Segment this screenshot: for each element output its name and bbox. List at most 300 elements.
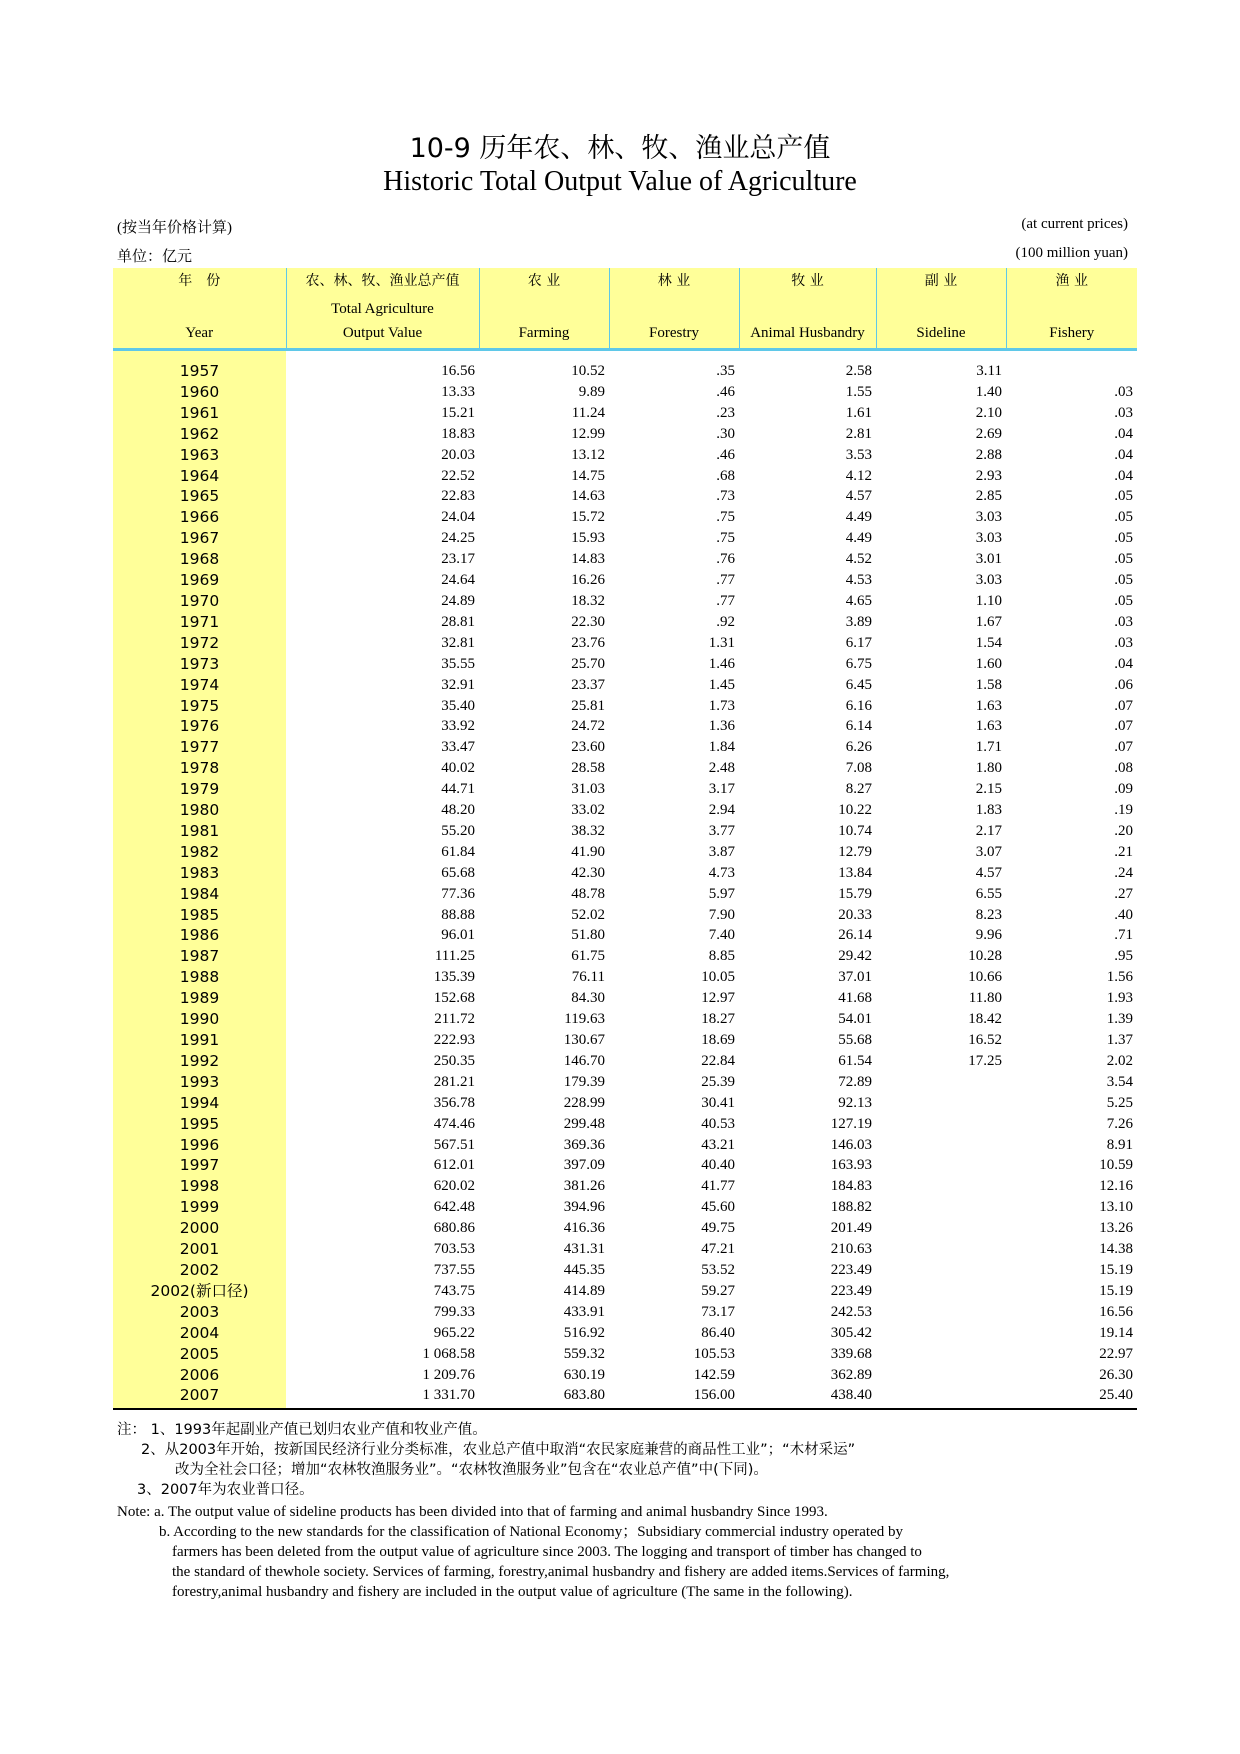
value-cell: 438.40 bbox=[739, 1385, 876, 1409]
value-cell: 28.58 bbox=[571, 760, 605, 777]
value-cell: 381.26 bbox=[563, 1178, 605, 1195]
value-cell: 35.40 bbox=[441, 697, 475, 714]
value-cell: 44.71 bbox=[441, 781, 475, 798]
value-cell bbox=[876, 1218, 1006, 1239]
value-cell: 6.45 bbox=[845, 676, 872, 693]
value-cell: 642.48 bbox=[433, 1199, 475, 1216]
year-cell: 2005 bbox=[113, 1344, 286, 1365]
table-row bbox=[113, 507, 1137, 528]
value-cell: 1.61 bbox=[845, 404, 872, 421]
table-row bbox=[113, 486, 1137, 507]
value-cell: 1.45 bbox=[708, 676, 735, 693]
year-cell: 1960 bbox=[113, 382, 286, 403]
table-row bbox=[113, 654, 1137, 675]
value-cell: 965.22 bbox=[433, 1324, 475, 1341]
value-cell: .04 bbox=[1114, 655, 1133, 672]
value-cell: 5.25 bbox=[1106, 1094, 1133, 1111]
table-row bbox=[113, 967, 1137, 988]
year-cell: 1994 bbox=[113, 1093, 286, 1114]
value-cell: 2.10 bbox=[975, 404, 1002, 421]
value-cell: 4.12 bbox=[845, 467, 872, 484]
year-cell: 1983 bbox=[113, 863, 286, 884]
value-cell: 3.77 bbox=[708, 822, 735, 839]
value-cell: 72.89 bbox=[838, 1073, 872, 1090]
header-cn: 牧 业 bbox=[791, 273, 824, 289]
value-cell: .95 bbox=[1114, 948, 1133, 965]
header-cn: 渔 业 bbox=[1055, 273, 1088, 289]
value-cell: 680.86 bbox=[433, 1220, 475, 1237]
value-cell: .06 bbox=[1114, 676, 1133, 693]
table-row bbox=[113, 1365, 1137, 1386]
year-cell: 1974 bbox=[113, 675, 286, 696]
header-en-line1 bbox=[113, 296, 286, 322]
header-en-line1 bbox=[877, 296, 1006, 322]
value-cell: 45.60 bbox=[701, 1199, 735, 1216]
table-title-en: Historic Total Output Value of Agriculture bbox=[383, 166, 857, 197]
value-cell: 1.93 bbox=[1106, 990, 1133, 1007]
table-row bbox=[113, 800, 1137, 821]
value-cell: 1.37 bbox=[1106, 1032, 1133, 1048]
value-cell: 630.19 bbox=[563, 1366, 605, 1383]
value-cell: 3.03 bbox=[975, 572, 1002, 589]
table-title-cn: 10-9 历年农、林、牧、渔业总产值 bbox=[409, 133, 831, 164]
year-cell: 1977 bbox=[113, 737, 286, 758]
value-cell: 13.10 bbox=[1099, 1199, 1133, 1216]
value-cell: 12.79 bbox=[838, 843, 872, 860]
value-cell: .08 bbox=[1114, 760, 1133, 777]
value-cell: 13.12 bbox=[571, 446, 605, 463]
value-cell: 40.02 bbox=[441, 760, 475, 777]
year-cell: 1986 bbox=[113, 925, 286, 946]
value-cell: 55.68 bbox=[838, 1032, 872, 1048]
header-animal-husbandry bbox=[739, 268, 876, 350]
year-cell: 2006 bbox=[113, 1365, 286, 1386]
value-cell: 3.07 bbox=[975, 843, 1002, 860]
value-cell: 15.93 bbox=[571, 530, 605, 547]
value-cell: 3.53 bbox=[845, 446, 872, 463]
value-cell bbox=[876, 1239, 1006, 1260]
value-cell: .05 bbox=[1114, 551, 1133, 568]
year-cell: 2004 bbox=[113, 1323, 286, 1344]
value-cell: .07 bbox=[1114, 697, 1133, 714]
value-cell: 1.73 bbox=[708, 697, 735, 714]
value-cell: 3.01 bbox=[975, 551, 1002, 568]
value-cell: 2.88 bbox=[975, 446, 1002, 463]
value-cell: 12.97 bbox=[701, 990, 735, 1007]
year-cell: 1989 bbox=[113, 988, 286, 1009]
year-cell: 1988 bbox=[113, 967, 286, 988]
value-cell: 414.89 bbox=[563, 1282, 605, 1299]
value-cell: 10.74 bbox=[838, 822, 872, 839]
value-cell: 146.03 bbox=[830, 1136, 872, 1153]
table-row bbox=[113, 1051, 1137, 1072]
table-row bbox=[113, 403, 1137, 424]
price-basis-en: (at current prices) bbox=[1021, 216, 1128, 232]
table-row bbox=[113, 424, 1137, 445]
header-en: Fishery bbox=[1049, 325, 1095, 341]
header-en: Year bbox=[185, 325, 214, 341]
table-row bbox=[113, 925, 1137, 946]
value-cell: .46 bbox=[716, 446, 735, 463]
year-cell: 1965 bbox=[113, 486, 286, 507]
value-cell: 305.42 bbox=[830, 1324, 872, 1341]
value-cell: 61.75 bbox=[571, 948, 605, 965]
year-cell: 2002 bbox=[113, 1260, 286, 1281]
table-row bbox=[113, 1030, 1137, 1051]
value-cell: 23.76 bbox=[571, 634, 605, 651]
table-row bbox=[113, 1302, 1137, 1323]
table-row bbox=[113, 905, 1137, 926]
value-cell: .27 bbox=[1114, 885, 1133, 902]
table-row bbox=[113, 1218, 1137, 1239]
year-cell: 1995 bbox=[113, 1114, 286, 1135]
note-cn-2-cont: 改为全社会口径；增加“农林牧渔服务业”。“农林牧渔服务业”包含在“农业总产值”中(下同)。 bbox=[175, 1462, 768, 1478]
value-cell: .21 bbox=[1114, 843, 1133, 860]
table-row bbox=[113, 528, 1137, 549]
value-cell: 2.48 bbox=[708, 760, 735, 777]
header-en: Forestry bbox=[649, 325, 699, 341]
value-cell: 1.71 bbox=[975, 739, 1002, 756]
value-cell: 88.88 bbox=[441, 906, 475, 923]
value-cell: 223.49 bbox=[830, 1282, 872, 1299]
value-cell: 369.36 bbox=[563, 1136, 605, 1153]
value-cell: 14.38 bbox=[1099, 1241, 1133, 1258]
year-cell: 2002(新口径) bbox=[113, 1281, 286, 1302]
table-row bbox=[113, 1093, 1137, 1114]
data-table bbox=[113, 268, 1137, 1410]
value-cell bbox=[876, 1344, 1006, 1365]
value-cell: 356.78 bbox=[433, 1094, 475, 1111]
header-cn: 农、林、牧、渔业总产值 bbox=[305, 273, 460, 289]
value-cell: 25.81 bbox=[571, 697, 605, 714]
value-cell: 54.01 bbox=[838, 1011, 872, 1028]
value-cell: 8.85 bbox=[708, 948, 735, 965]
value-cell: 9.89 bbox=[578, 383, 605, 400]
header-cn: 林 业 bbox=[657, 273, 691, 289]
table-row bbox=[113, 737, 1137, 758]
value-cell: 53.52 bbox=[701, 1261, 735, 1278]
value-cell: 1 068.58 bbox=[422, 1345, 475, 1362]
value-cell: 4.53 bbox=[845, 572, 872, 589]
value-cell: 73.17 bbox=[701, 1303, 735, 1320]
table-row bbox=[113, 591, 1137, 612]
value-cell: 130.67 bbox=[563, 1032, 605, 1048]
value-cell: 3.87 bbox=[708, 843, 735, 860]
table-row bbox=[113, 884, 1137, 905]
value-cell: 26.30 bbox=[1099, 1366, 1133, 1383]
table-row bbox=[113, 821, 1137, 842]
year-cell: 1963 bbox=[113, 445, 286, 466]
table-row bbox=[113, 350, 1137, 382]
value-cell: 1 331.70 bbox=[286, 1385, 479, 1409]
value-cell: 55.20 bbox=[441, 822, 475, 839]
note-cn-1: 注： 1、1993年起副业产值已划归农业产值和牧业产值。 bbox=[117, 1422, 487, 1438]
table-row bbox=[113, 1260, 1137, 1281]
value-cell: 77.36 bbox=[441, 885, 475, 902]
value-cell: 1.36 bbox=[708, 718, 735, 735]
header-cn: 农 业 bbox=[527, 273, 561, 289]
year-cell: 1969 bbox=[113, 570, 286, 591]
value-cell: 6.17 bbox=[845, 634, 872, 651]
value-cell bbox=[876, 1302, 1006, 1323]
header-fishery bbox=[1006, 268, 1137, 350]
year-cell: 1957 bbox=[113, 350, 286, 382]
value-cell: 14.63 bbox=[571, 488, 605, 505]
value-cell: 25.39 bbox=[701, 1073, 735, 1090]
value-cell: 1.31 bbox=[708, 634, 735, 651]
table-row bbox=[113, 1009, 1137, 1030]
value-cell: 23.17 bbox=[441, 551, 475, 568]
table-row bbox=[113, 716, 1137, 737]
value-cell: .75 bbox=[716, 530, 735, 547]
value-cell: 48.78 bbox=[571, 885, 605, 902]
value-cell: 612.01 bbox=[433, 1157, 475, 1174]
unit-cn: 单位：亿元 bbox=[117, 249, 193, 265]
value-cell: 3.89 bbox=[845, 613, 872, 630]
value-cell: 620.02 bbox=[433, 1178, 475, 1195]
value-cell: 135.39 bbox=[433, 969, 475, 986]
header-sideline bbox=[876, 268, 1006, 350]
value-cell: 362.89 bbox=[830, 1366, 872, 1383]
value-cell: 16.56 bbox=[441, 363, 475, 379]
year-cell: 1964 bbox=[113, 466, 286, 487]
value-cell bbox=[876, 1365, 1006, 1386]
value-cell: .19 bbox=[1114, 802, 1133, 819]
value-cell: 156.00 bbox=[609, 1385, 739, 1409]
value-cell: 59.27 bbox=[701, 1282, 735, 1299]
table-row bbox=[113, 1281, 1137, 1302]
value-cell: 2.69 bbox=[975, 425, 1002, 442]
year-cell: 1984 bbox=[113, 884, 286, 905]
value-cell: 445.35 bbox=[563, 1261, 605, 1278]
header-year bbox=[113, 268, 286, 350]
value-cell: 2.81 bbox=[845, 425, 872, 442]
value-cell: 683.80 bbox=[479, 1385, 609, 1409]
value-cell: .73 bbox=[716, 488, 735, 505]
value-cell: 23.37 bbox=[571, 676, 605, 693]
value-cell: 299.48 bbox=[563, 1115, 605, 1132]
value-cell: 431.31 bbox=[563, 1241, 605, 1258]
value-cell: 18.69 bbox=[701, 1032, 735, 1048]
value-cell: 516.92 bbox=[563, 1324, 605, 1341]
value-cell: 7.40 bbox=[708, 927, 735, 944]
header-en-line1 bbox=[1007, 296, 1138, 322]
value-cell: 14.83 bbox=[571, 551, 605, 568]
year-cell: 2003 bbox=[113, 1302, 286, 1323]
value-cell: .77 bbox=[716, 572, 735, 589]
value-cell bbox=[876, 1385, 1006, 1409]
value-cell bbox=[876, 1281, 1006, 1302]
table-row bbox=[113, 1176, 1137, 1197]
value-cell: 9.96 bbox=[975, 927, 1002, 944]
value-cell: .77 bbox=[716, 592, 735, 609]
year-cell: 1970 bbox=[113, 591, 286, 612]
value-cell: .03 bbox=[1114, 404, 1133, 421]
value-cell: 210.63 bbox=[830, 1241, 872, 1258]
value-cell: 20.33 bbox=[838, 906, 872, 923]
value-cell: 26.14 bbox=[838, 927, 872, 944]
table-row bbox=[113, 549, 1137, 570]
value-cell: 3.03 bbox=[975, 509, 1002, 526]
table-row bbox=[113, 779, 1137, 800]
year-cell: 1991 bbox=[113, 1030, 286, 1051]
value-cell: 24.25 bbox=[441, 530, 475, 547]
value-cell: 184.83 bbox=[830, 1178, 872, 1195]
value-cell: 8.23 bbox=[975, 906, 1002, 923]
value-cell: .30 bbox=[716, 425, 735, 442]
value-cell: 6.55 bbox=[975, 885, 1002, 902]
year-cell: 1999 bbox=[113, 1197, 286, 1218]
note-en-b-cont-1: farmers has been deleted from the output value of agriculture since 2003. The logging and transport of timber has changed to bbox=[172, 1544, 922, 1560]
year-cell: 2000 bbox=[113, 1218, 286, 1239]
value-cell: 2.85 bbox=[975, 488, 1002, 505]
value-cell: 12.99 bbox=[571, 425, 605, 442]
table-row bbox=[113, 382, 1137, 403]
value-cell: 16.56 bbox=[1099, 1303, 1133, 1320]
header-cn: 年 份 bbox=[178, 273, 221, 289]
value-cell: 31.03 bbox=[571, 781, 605, 798]
value-cell: 32.91 bbox=[441, 676, 475, 693]
value-cell: 2.94 bbox=[708, 802, 735, 819]
value-cell: 188.82 bbox=[830, 1199, 872, 1216]
header-en: Sideline bbox=[916, 325, 966, 341]
value-cell: 49.75 bbox=[701, 1220, 735, 1237]
value-cell bbox=[876, 1093, 1006, 1114]
table-row bbox=[113, 675, 1137, 696]
value-cell: 3.11 bbox=[976, 363, 1002, 379]
year-cell: 1967 bbox=[113, 528, 286, 549]
value-cell: 18.27 bbox=[701, 1011, 735, 1028]
value-cell: 47.21 bbox=[701, 1241, 735, 1258]
value-cell: 743.75 bbox=[433, 1282, 475, 1299]
value-cell: 1.63 bbox=[975, 697, 1002, 714]
header-en-line1 bbox=[610, 296, 739, 322]
year-cell: 1980 bbox=[113, 800, 286, 821]
year-cell: 1993 bbox=[113, 1072, 286, 1093]
value-cell: 29.42 bbox=[838, 948, 872, 965]
value-cell: 14.75 bbox=[571, 467, 605, 484]
header-forestry bbox=[609, 268, 739, 350]
value-cell: 1.63 bbox=[975, 718, 1002, 735]
value-cell: 24.89 bbox=[441, 592, 475, 609]
value-cell: 10.66 bbox=[968, 969, 1002, 986]
value-cell: 24.64 bbox=[441, 572, 475, 589]
value-cell: 41.90 bbox=[571, 843, 605, 860]
year-cell: 2007 bbox=[113, 1385, 286, 1409]
value-cell: 15.72 bbox=[571, 509, 605, 526]
value-cell: 127.19 bbox=[830, 1115, 872, 1132]
value-cell: 15.21 bbox=[441, 404, 475, 421]
note-cn-3: 3、2007年为农业普口径。 bbox=[137, 1482, 314, 1498]
header-en: Output Value bbox=[342, 325, 423, 341]
year-cell: 1996 bbox=[113, 1135, 286, 1156]
value-cell: 146.70 bbox=[563, 1052, 605, 1069]
value-cell: 1.60 bbox=[975, 655, 1002, 672]
value-cell: 4.57 bbox=[845, 488, 872, 505]
value-cell: 223.49 bbox=[830, 1261, 872, 1278]
value-cell: 32.81 bbox=[441, 634, 475, 651]
value-cell: 567.51 bbox=[433, 1136, 475, 1153]
value-cell: 211.72 bbox=[434, 1011, 475, 1028]
value-cell: 41.77 bbox=[701, 1178, 735, 1195]
table-row bbox=[113, 863, 1137, 884]
value-cell: .05 bbox=[1114, 572, 1133, 589]
value-cell: .07 bbox=[1114, 739, 1133, 756]
value-cell: 52.02 bbox=[571, 906, 605, 923]
value-cell: 4.52 bbox=[845, 551, 872, 568]
value-cell: 4.49 bbox=[845, 509, 872, 526]
value-cell: 43.21 bbox=[701, 1136, 735, 1153]
table-row bbox=[113, 1344, 1137, 1365]
value-cell: 2.17 bbox=[975, 822, 1002, 839]
value-cell: 41.68 bbox=[838, 990, 872, 1007]
value-cell: .20 bbox=[1114, 822, 1133, 839]
price-basis-cn: (按当年价格计算) bbox=[117, 220, 232, 236]
value-cell: 1.55 bbox=[845, 383, 872, 400]
value-cell: 42.30 bbox=[571, 864, 605, 881]
value-cell: 6.26 bbox=[845, 739, 872, 756]
value-cell: 65.68 bbox=[441, 864, 475, 881]
value-cell: 4.57 bbox=[975, 864, 1002, 881]
header-cn: 副 业 bbox=[924, 273, 958, 289]
value-cell: 799.33 bbox=[433, 1303, 475, 1320]
value-cell: .71 bbox=[1114, 927, 1133, 944]
value-cell: .05 bbox=[1114, 488, 1133, 505]
value-cell: 10.28 bbox=[968, 948, 1002, 965]
value-cell: 40.40 bbox=[701, 1157, 735, 1174]
value-cell: 33.92 bbox=[441, 718, 475, 735]
table-row bbox=[113, 758, 1137, 779]
table-row bbox=[113, 842, 1137, 863]
value-cell: 416.36 bbox=[563, 1220, 605, 1237]
value-cell: 11.24 bbox=[571, 404, 605, 421]
value-cell: .40 bbox=[1114, 906, 1133, 923]
value-cell: 6.14 bbox=[845, 718, 872, 735]
value-cell: 10.05 bbox=[701, 969, 735, 986]
value-cell: 8.91 bbox=[1106, 1136, 1133, 1153]
value-cell: 20.03 bbox=[441, 446, 475, 463]
table-row bbox=[113, 1072, 1137, 1093]
table-row bbox=[113, 1239, 1137, 1260]
value-cell: 7.90 bbox=[708, 906, 735, 923]
value-cell: 61.54 bbox=[838, 1052, 872, 1069]
year-cell: 1961 bbox=[113, 403, 286, 424]
value-cell: 92.13 bbox=[838, 1094, 872, 1111]
table-row bbox=[113, 1385, 1137, 1409]
value-cell: 6.16 bbox=[845, 697, 872, 714]
value-cell: 6.75 bbox=[845, 655, 872, 672]
value-cell: 23.60 bbox=[571, 739, 605, 756]
value-cell: .92 bbox=[716, 613, 735, 630]
table-row bbox=[113, 696, 1137, 717]
year-cell: 1992 bbox=[113, 1051, 286, 1072]
value-cell: 339.68 bbox=[830, 1345, 872, 1362]
table-row bbox=[113, 1135, 1137, 1156]
value-cell: 51.80 bbox=[571, 927, 605, 944]
value-cell: 22.84 bbox=[701, 1052, 735, 1069]
value-cell: 119.63 bbox=[564, 1011, 605, 1028]
year-cell: 1979 bbox=[113, 779, 286, 800]
value-cell: 1.80 bbox=[975, 760, 1002, 777]
value-cell: 179.39 bbox=[563, 1073, 605, 1090]
value-cell: 5.97 bbox=[708, 885, 735, 902]
note-en-b: b. According to the new standards for the classification of National Economy；Subsidiary commercial industry operated by bbox=[159, 1524, 903, 1540]
value-cell bbox=[876, 1155, 1006, 1176]
table-row bbox=[113, 946, 1137, 967]
value-cell: 1.10 bbox=[975, 592, 1002, 609]
value-cell: 13.84 bbox=[838, 864, 872, 881]
table-row bbox=[113, 988, 1137, 1009]
